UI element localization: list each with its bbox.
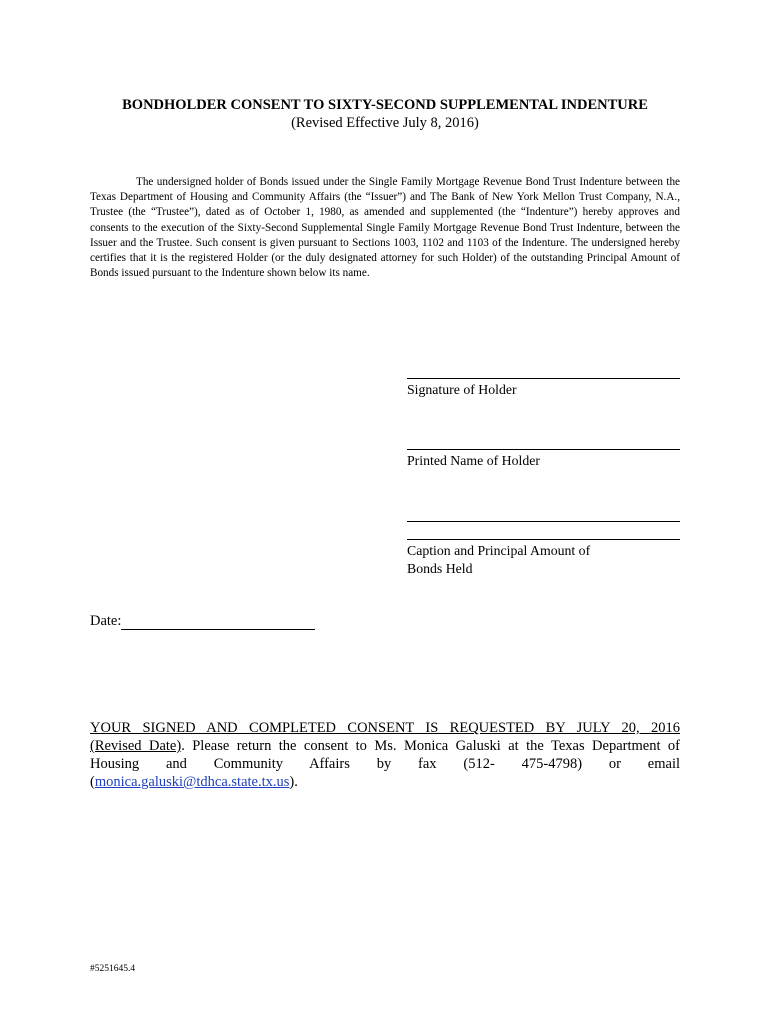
notice-line-1: YOUR SIGNED AND COMPLETED CONSENT IS REQUESTED BY JULY 20, 2016 — [90, 720, 680, 736]
printed-name-label: Printed Name of Holder — [407, 453, 540, 468]
notice-paren-close: ). — [289, 774, 298, 790]
date-label: Date: — [90, 613, 122, 629]
signature-line[interactable] — [407, 378, 680, 379]
document-title: BONDHOLDER CONSENT TO SIXTY-SECOND SUPPLEMENTAL INDENTURE — [122, 97, 648, 113]
caption-line-2[interactable] — [407, 539, 680, 540]
document-number: #5251645.4 — [90, 964, 136, 974]
printed-name-line[interactable] — [407, 449, 680, 450]
email-link[interactable]: monica.galuski@tdhca.state.tx.us — [94, 774, 290, 790]
caption-label-line2: Bonds Held — [407, 561, 473, 576]
notice-line-2-rest: . Please return the consent to Ms. Monica Galuski at the Texas Department of — [181, 738, 681, 754]
notice-paren-open: ( — [90, 774, 95, 790]
caption-label — [407, 542, 680, 578]
caption-label-line1: Caption and Principal Amount of — [407, 543, 591, 558]
notice-line-3: Housing and Community Affairs by fax (512- 475-4798) or email — [90, 756, 680, 772]
signature-label: Signature of Holder — [407, 382, 517, 397]
date-row — [90, 612, 315, 630]
consent-body-paragraph: The undersigned holder of Bonds issued under the Single Family Mortgage Revenue Bond Trust Indenture between the Texas Department of Housing and Community Affairs (the “Issuer”) and The Bank of New York Mellon Trust Company, N.A., Trustee (the “Trustee”), dated as of October 1, 1980, as amended and supplemented (the “Indenture”) hereby approves and consents to the execution of the Sixty-Second Supplemental Single Family Mortgage Revenue Bond Trust Indenture, between the Issuer and the Trustee. Such consent is given pursuant to Sections 1003, 1102 and 1103 of the Indenture. The undersigned hereby certifies that it is the registered Holder (or the duly designated attorney for such Holder) of the outstanding Principal Amount of Bonds issued pursuant to the Indenture shown below its name. — [90, 176, 680, 280]
caption-line-1[interactable] — [407, 521, 680, 522]
date-blank-line[interactable] — [121, 614, 315, 630]
document-subtitle: (Revised Effective July 8, 2016) — [291, 115, 479, 131]
notice-line-2 — [90, 737, 680, 755]
revised-date-text: (Revised Date) — [90, 738, 182, 754]
notice-line-4 — [90, 773, 680, 791]
return-notice — [90, 719, 680, 791]
